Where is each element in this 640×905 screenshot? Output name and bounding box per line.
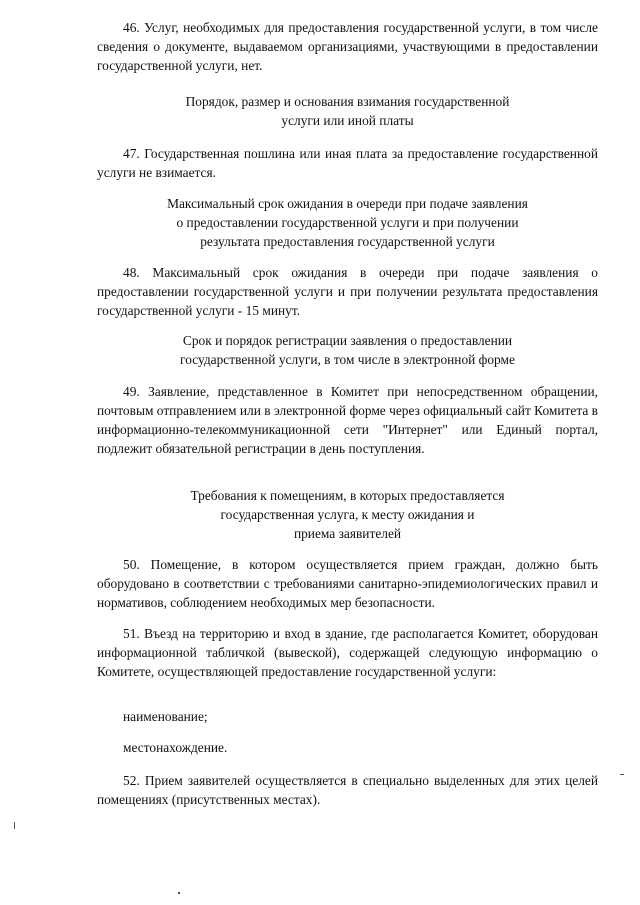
heading-line: услуги или иной платы xyxy=(281,113,414,128)
heading-registration xyxy=(97,331,598,369)
scan-speck xyxy=(14,822,15,829)
heading-wait xyxy=(97,194,598,251)
heading-line: Порядок, размер и основания взимания государственной xyxy=(185,94,510,109)
heading-line: государственная услуга, к месту ожидания и xyxy=(220,507,475,522)
heading-fee xyxy=(97,92,598,130)
list-item-location: местонахождение. xyxy=(123,740,228,755)
heading-line: Требования к помещениям, в которых предоставляется xyxy=(190,488,505,503)
paragraph-50: 50. Помещение, в котором осуществляется прием граждан, должно быть оборудовано в соответствии с требованиями санитарно-эпидемиологических правил и нормативов, соблюдением необходимых мер безопасности. xyxy=(97,557,598,610)
heading-line: государственной услуги, в том числе в электронной форме xyxy=(180,352,515,367)
paragraph-47: 47. Государственная пошлина или иная плата за предоставление государственной услуги не взимается. xyxy=(97,146,598,180)
paragraph-52: 52. Прием заявителей осуществляется в специально выделенных для этих целей помещениях (присутственных местах). xyxy=(97,773,598,807)
list-item-name: наименование; xyxy=(123,709,208,724)
scan-speck xyxy=(178,892,180,894)
paragraph-51: 51. Въезд на территорию и вход в здание, где располагается Комитет, оборудован информационной табличкой (вывеской), содержащей следующую информацию о Комитете, осуществляющей предоставление государственной услуги: xyxy=(97,626,598,679)
scan-speck xyxy=(620,774,624,775)
heading-premises xyxy=(97,486,598,543)
heading-line: результата предоставления государственной услуги xyxy=(200,234,495,249)
heading-line: приема заявителей xyxy=(293,526,402,541)
heading-line: Максимальный срок ожидания в очереди при подаче заявления xyxy=(167,196,528,211)
paragraph-48: 48. Максимальный срок ожидания в очереди при подаче заявления о предоставлении государственной услуги и при получении результата предоставления государственной услуги - 15 минут. xyxy=(97,265,598,318)
paragraph-46: 46. Услуг, необходимых для предоставления государственной услуги, в том числе сведения о документе, выдаваемом организациями, участвующими в предоставлении государственной услуги, нет. xyxy=(97,20,598,73)
heading-line: о предоставлении государственной услуги и при получении xyxy=(176,215,519,230)
heading-line: Срок и порядок регистрации заявления о предоставлении xyxy=(182,333,513,348)
paragraph-49: 49. Заявление, представленное в Комитет при непосредственном обращении, почтовым отправлением или в электронной форме через официальный сайт Комитета в информационно-телекоммуникационной сети "Интернет" или Единый портал, подлежит обязательной регистрации в день поступления. xyxy=(97,384,598,456)
